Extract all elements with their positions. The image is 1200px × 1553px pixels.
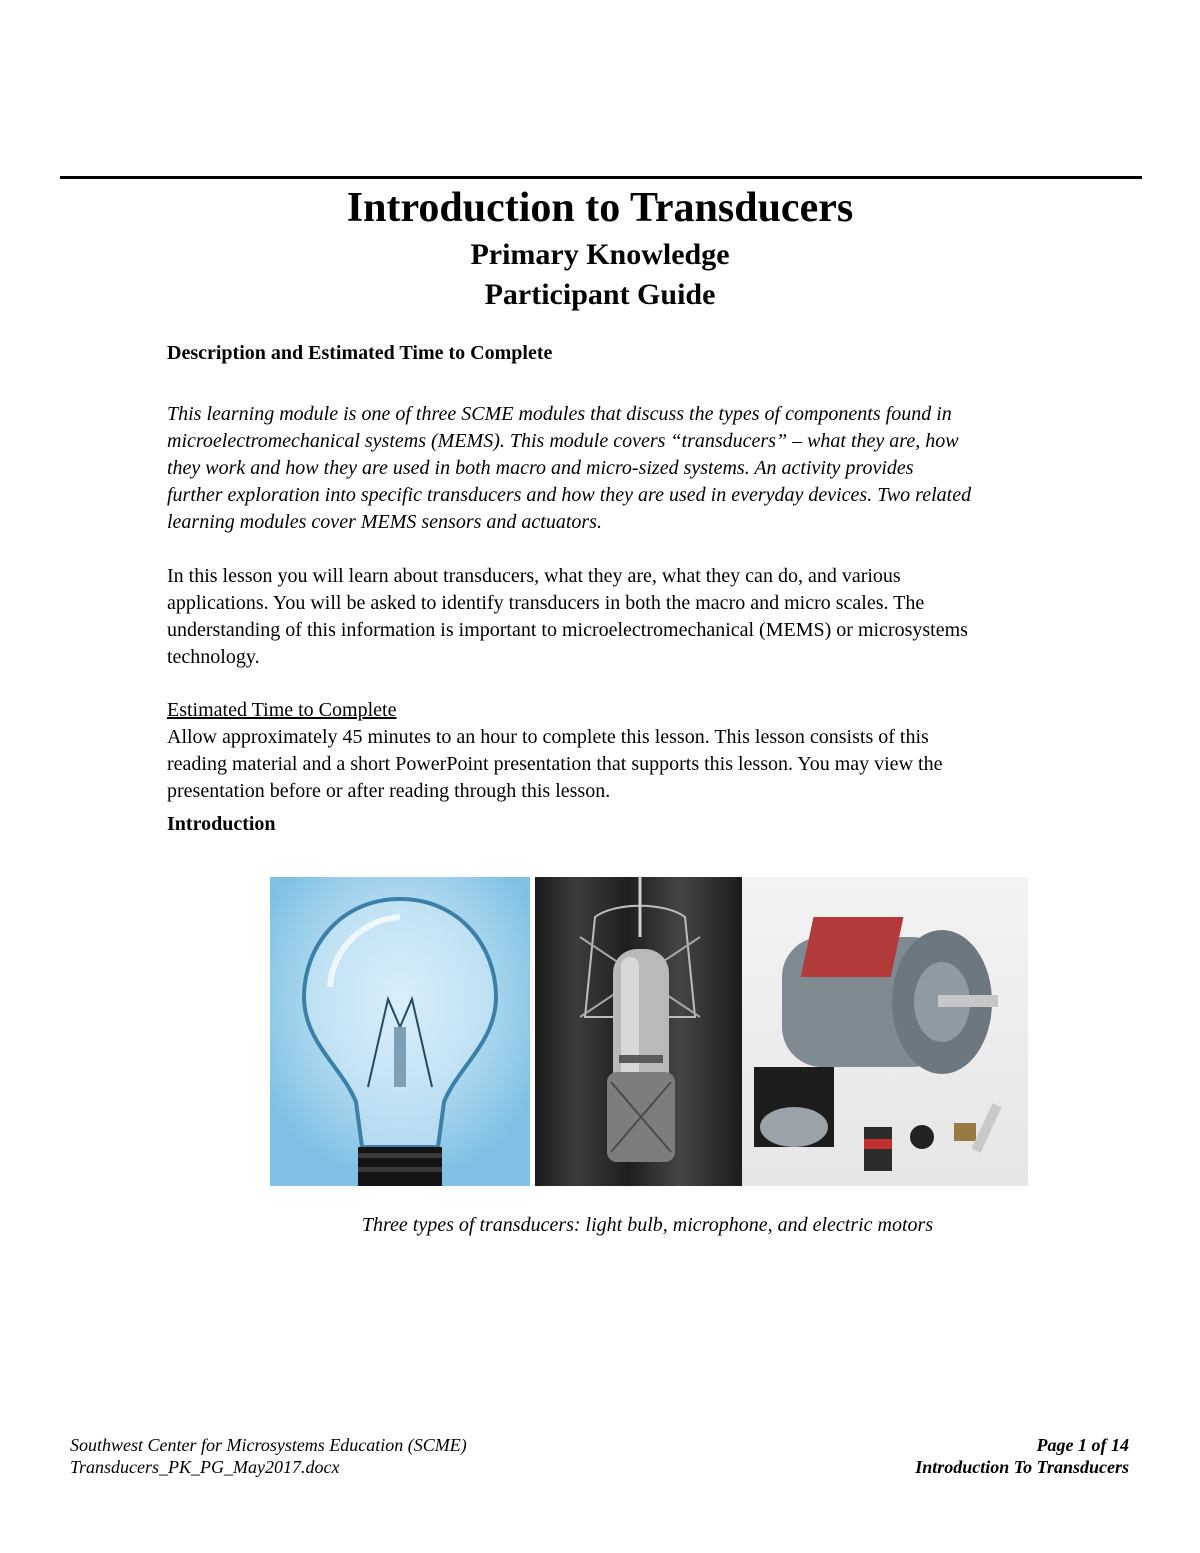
summary-line: This learning module is one of three SCME modules that discuss the types of components found in [167,403,952,425]
lesson-line: understanding of this information is important to microelectromechanical (MEMS) or microsystems [167,619,968,641]
lesson-line: technology. [167,646,260,668]
footer-right [915,1434,1129,1478]
footer-page-number: Page 1 of 14 [1036,1435,1129,1455]
document-subtitle-primary-knowledge: Primary Knowledge [470,238,730,271]
header-rule [60,176,1142,179]
time-line: reading material and a short PowerPoint presentation that supports this lesson. You may view the [167,753,943,775]
introduction-heading: Introduction [167,813,276,835]
summary-line: microelectromechanical systems (MEMS). This module covers “transducers” – what they are, how [167,430,959,452]
lesson-line: In this lesson you will learn about transducers, what they are, what they can do, and various [167,565,901,587]
page-bottom-crop [0,1477,1200,1553]
summary-line: learning modules cover MEMS sensors and actuators. [167,511,602,533]
lesson-line: applications. You will be asked to identify transducers in both the macro and micro scales. The [167,592,925,614]
footer-document-title: Introduction To Transducers [915,1457,1129,1477]
light-bulb-photo [270,877,530,1186]
summary-line: they work and how they are used in both macro and micro-sized systems. An activity provides [167,457,914,479]
microphone-photo [535,877,742,1186]
document-title: Introduction to Transducers [346,185,854,231]
footer-filename: Transducers_PK_PG_May2017.docx [70,1457,340,1477]
estimated-time-heading: Estimated Time to Complete [167,699,397,721]
lesson-overview-paragraph [167,563,1127,671]
document-subtitle-participant-guide: Participant Guide [484,278,716,311]
footer-left [70,1434,467,1478]
time-line: presentation before or after reading through this lesson. [167,780,611,802]
description-heading: Description and Estimated Time to Complete [167,342,553,364]
figure-caption: Three types of transducers: light bulb, microphone, and electric motors [361,1214,934,1236]
estimated-time-paragraph [167,724,1127,805]
time-line: Allow approximately 45 minutes to an hour to complete this lesson. This lesson consists of this [167,726,929,748]
module-summary-paragraph [167,401,1127,536]
electric-motors-photo [742,877,1028,1186]
footer-organization: Southwest Center for Microsystems Education (SCME) [70,1435,467,1455]
summary-line: further exploration into specific transducers and how they are used in everyday devices. Two related [167,484,972,506]
